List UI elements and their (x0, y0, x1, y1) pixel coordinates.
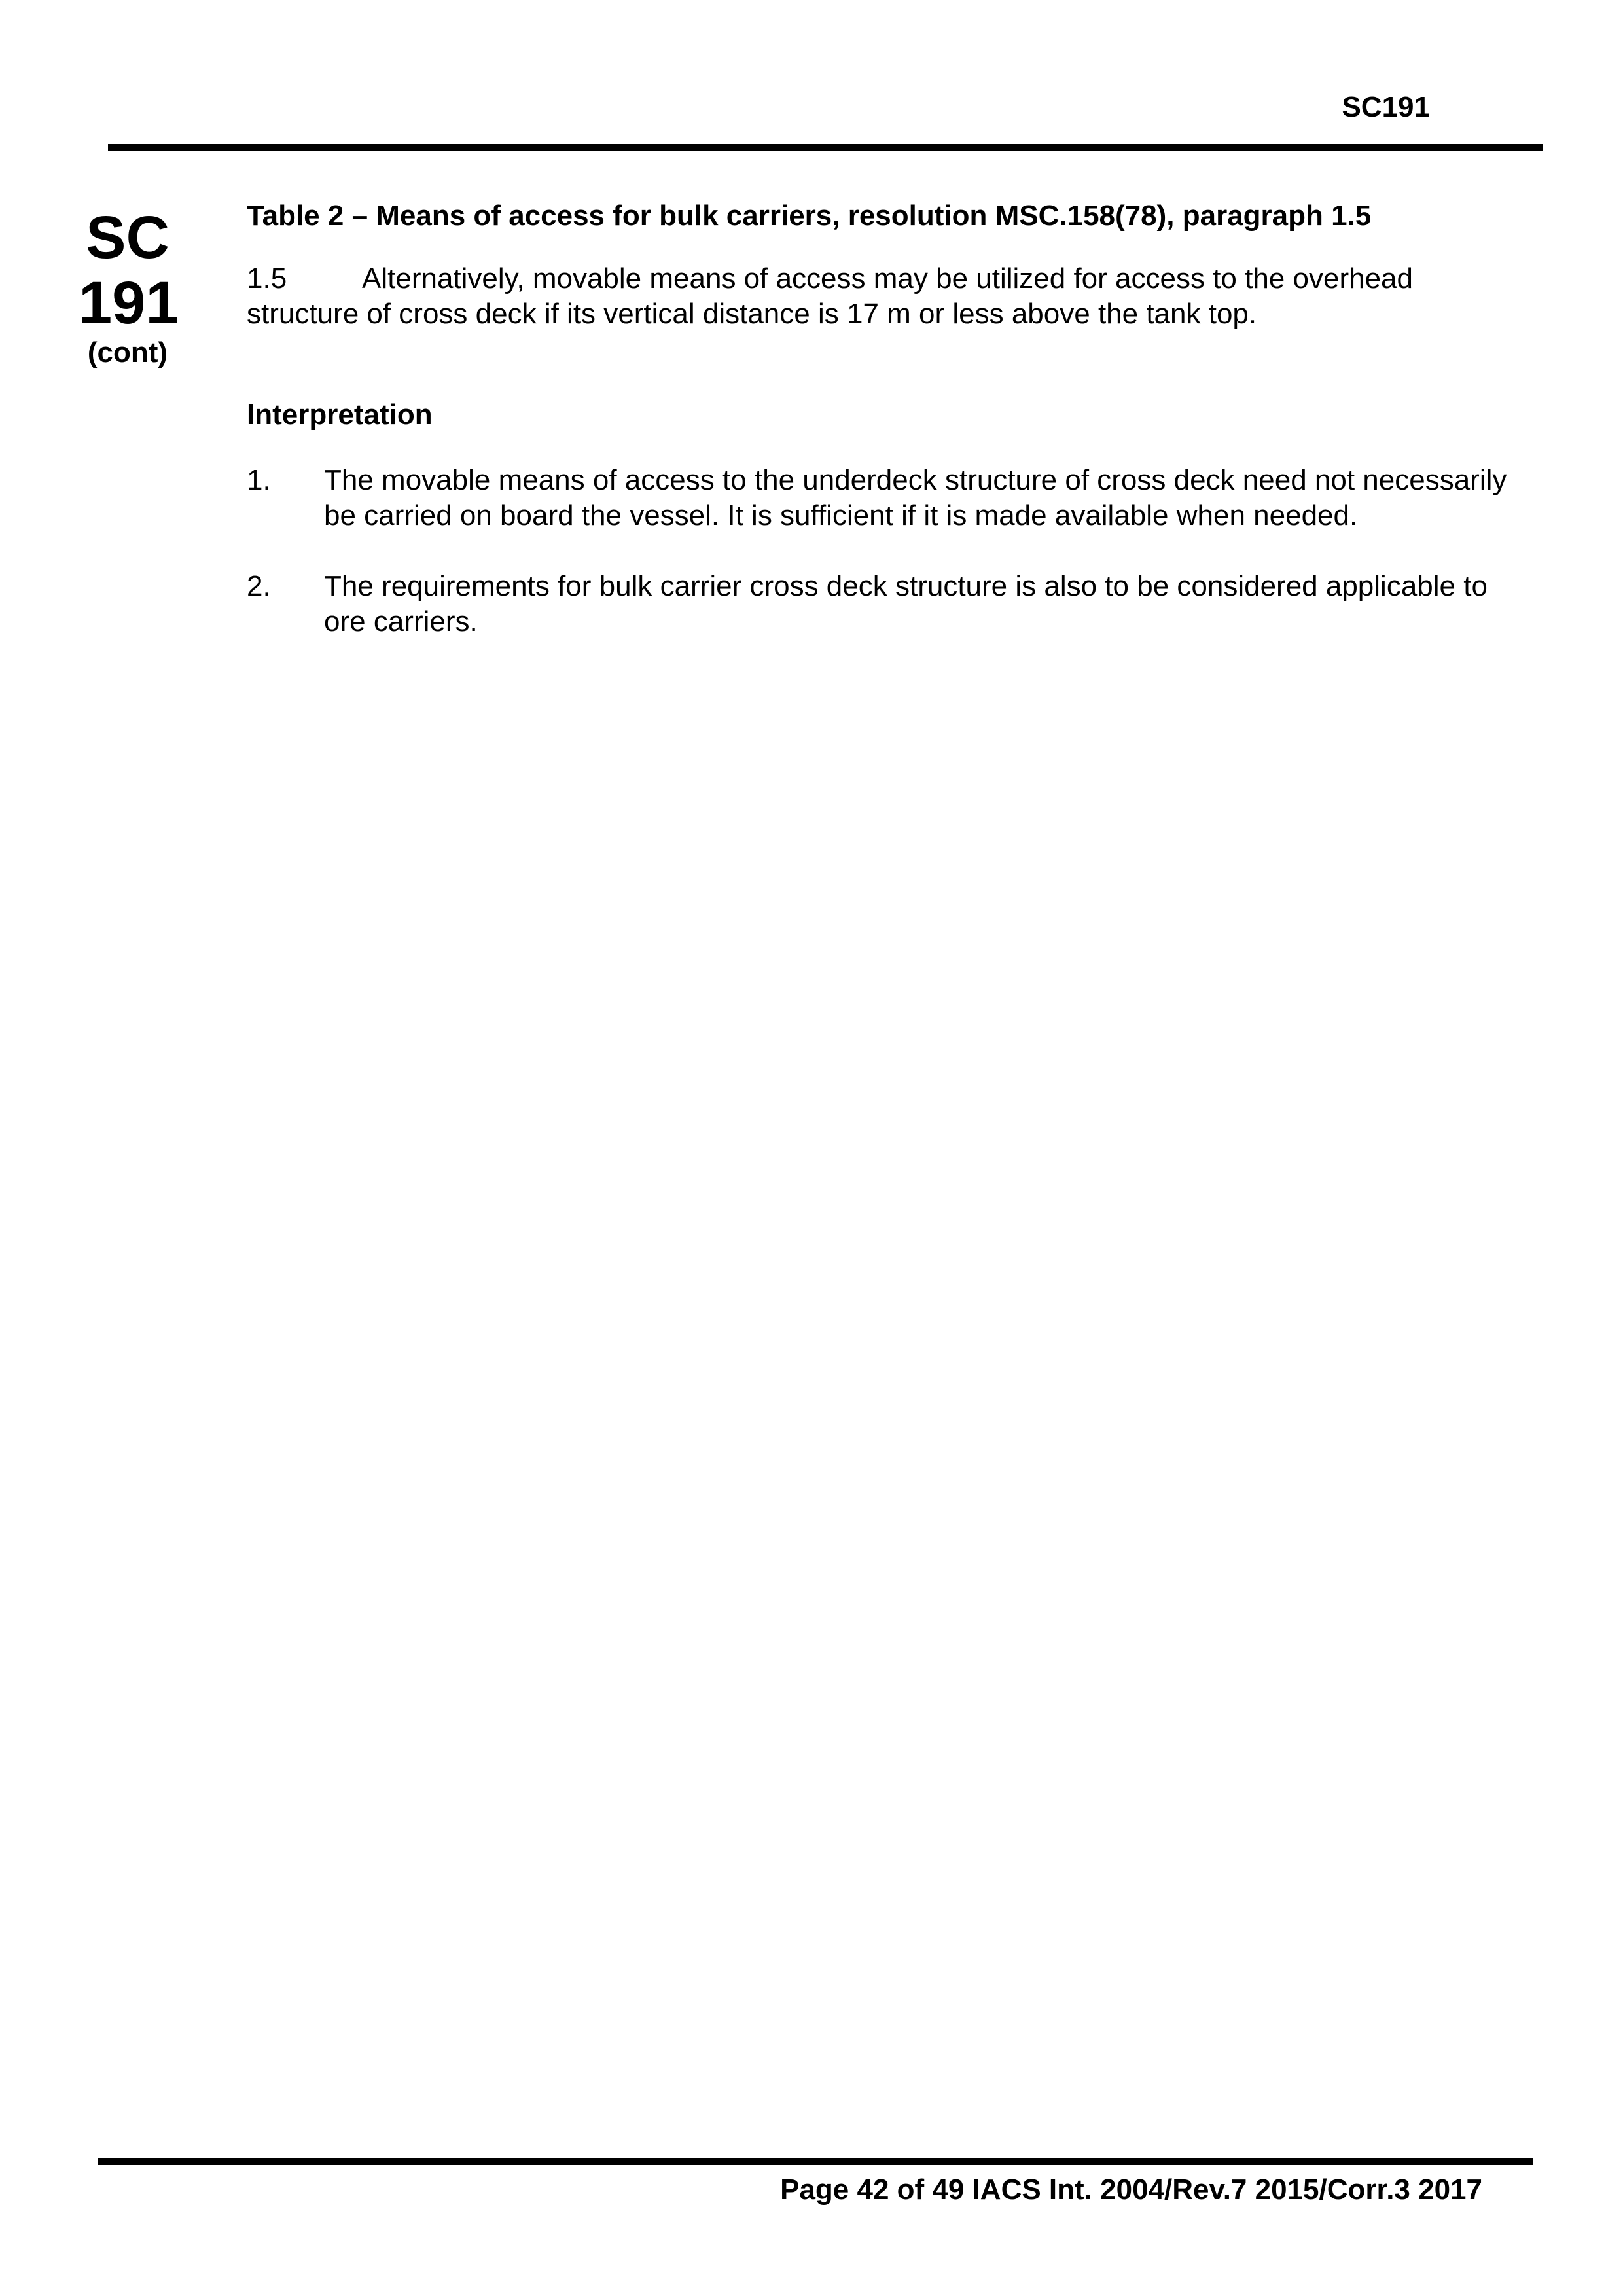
table-title: Table 2 – Means of access for bulk carriers, resolution MSC.158(78), paragraph 1.5 (247, 200, 1372, 232)
interpretation-list (247, 463, 1529, 639)
paragraph-text: Alternatively, movable means of access may be utilized for access to the overhead structure of cross deck if its vertical distance is 17 m or less above the tank top. (247, 262, 1413, 330)
side-label (79, 206, 177, 371)
header-rule (108, 144, 1543, 151)
interpretation-heading: Interpretation (247, 399, 433, 431)
side-label-code: SC (86, 204, 169, 271)
list-item-text: The movable means of access to the underdeck structure of cross deck need not necessarily be carried on board the vessel. It is sufficient if it is made available when needed. (324, 464, 1507, 531)
main-content (247, 198, 1529, 675)
list-item-text: The requirements for bulk carrier cross deck structure is also to be considered applicable to ore carriers. (324, 570, 1488, 637)
list-item (247, 569, 1529, 639)
side-label-cont: (cont) (87, 336, 168, 368)
paragraph-1-5 (247, 261, 1529, 332)
footer-text: Page 42 of 49 IACS Int. 2004/Rev.7 2015/Corr.3 2017 (780, 2174, 1482, 2206)
side-label-number: 191 (79, 270, 179, 336)
list-item (247, 463, 1529, 533)
header-code: SC191 (1342, 91, 1430, 123)
footer-rule (98, 2158, 1533, 2165)
paragraph-number: 1.5 (247, 262, 287, 295)
list-item-number: 2. (247, 570, 271, 602)
list-item-number: 1. (247, 464, 271, 496)
